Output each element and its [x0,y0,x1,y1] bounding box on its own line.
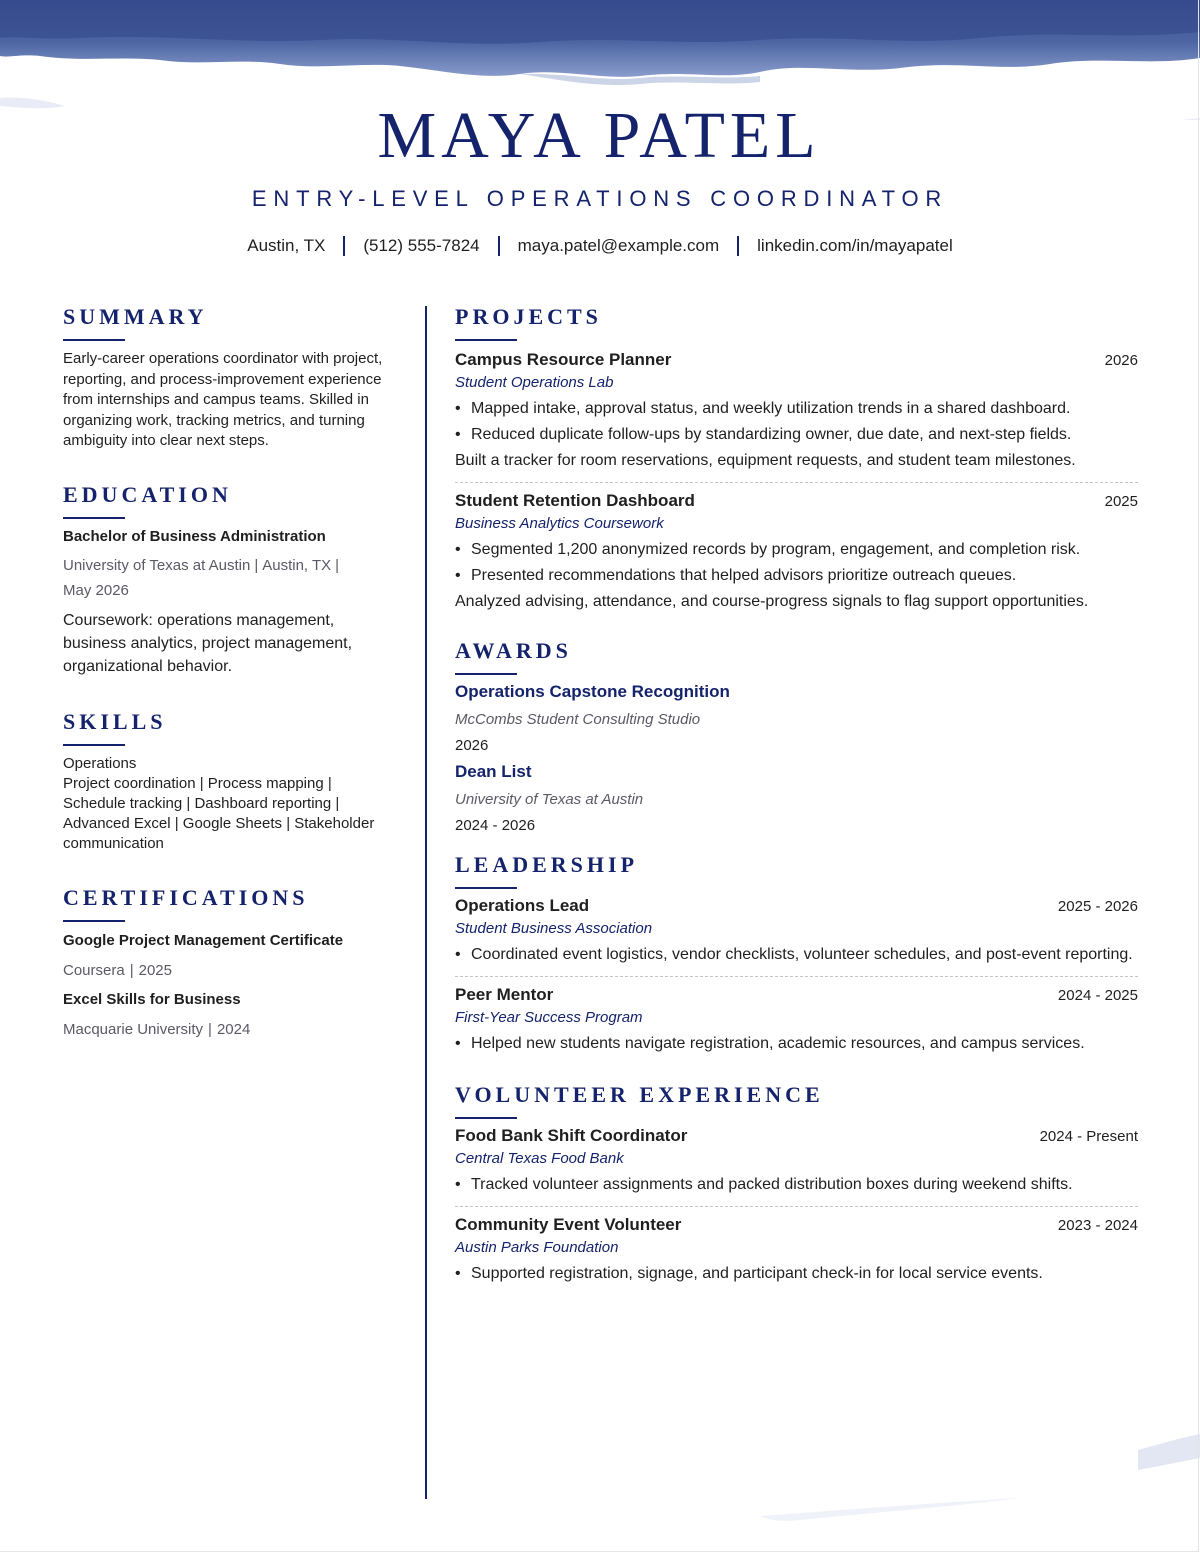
section-heading: AWARDS [455,638,572,663]
role-date: 2025 - 2026 [1057,898,1138,915]
certification-year: 2025 [138,961,172,979]
role-org: Austin Parks Foundation [455,1239,619,1256]
award-org: University of Texas at Austin [455,791,644,808]
role-title: Peer Mentor [455,985,554,1004]
certification-name: Excel Skills for Business [63,990,241,1008]
volunteer-entry [455,1125,1138,1196]
role-date: 2023 - 2024 [1057,1217,1138,1234]
entry-separator [455,1206,1138,1207]
section-heading: SKILLS [63,708,167,734]
candidate-name: MAYA PATEL [377,99,821,172]
contact-linkedin[interactable]: linkedin.com/in/mayapatel [757,236,953,255]
leadership-entry [455,984,1138,1055]
certification-year: 2024 [216,1020,251,1038]
contact-email[interactable]: maya.patel@example.com [517,236,720,255]
project-title: Campus Resource Planner [455,350,672,369]
awards-section [455,637,1138,837]
role-bullet: • Tracked volunteer assignments and packed distribution boxes during weekend shifts. [455,1174,1138,1196]
project-bullet: • Segmented 1,200 anonymized records by program, engagement, and completion risk. [455,539,1138,561]
certification-item [63,990,398,1040]
role-bullet: • Coordinated event logistics, vendor checklists, volunteer schedules, and post-event reporting. [455,944,1138,966]
section-heading: EDUCATION [63,481,232,507]
award-name: Operations Capstone Recognition [455,682,730,701]
role-org: Student Business Association [455,920,653,937]
leadership-entry [455,895,1138,966]
contact-location: Austin, TX [247,236,326,255]
award-entry [455,681,1138,757]
entry-separator [455,482,1138,483]
graduation-date: May 2026 [63,581,129,599]
award-name: Dean List [455,762,532,781]
project-date: 2025 [1104,493,1138,510]
role-title: Community Event Volunteer [455,1215,682,1234]
section-rule [63,744,125,746]
project-description: Analyzed advising, attendance, and course-progress signals to flag support opportunities. [455,593,1089,610]
section-rule [63,517,125,519]
project-entry [455,490,1138,613]
right-column [455,303,1138,1285]
project-org: Business Analytics Coursework [455,515,664,532]
section-rule [455,673,517,675]
skills-list: Project coordination | Process mapping | Schedule tracking | Dashboard reporting | Advanced Excel | Google Sheets | Stakeholder communication [63,774,375,852]
school-name: University of Texas at Austin [63,556,251,574]
skills-category: Operations [63,754,137,772]
project-bullet: • Presented recommendations that helped advisors prioritize outreach queues. [455,565,1138,587]
contact-phone: (512) 555-7824 [363,236,480,255]
section-rule [63,920,125,922]
role-bullet: • Supported registration, signage, and participant check-in for local service events. [455,1263,1138,1285]
volunteer-entry [455,1214,1138,1285]
skills-section [63,708,398,854]
project-entry [455,349,1138,472]
role-bullet: • Helped new students navigate registration, academic resources, and campus services. [455,1033,1138,1055]
section-heading: LEADERSHIP [455,852,639,877]
resume-header [0,100,1200,258]
entry-separator [455,976,1138,977]
role-title: Operations Lead [455,896,590,915]
section-heading: VOLUNTEER EXPERIENCE [455,1082,824,1107]
education-meta: University of Texas at Austin | Austin, TX | May 2026 [63,556,340,599]
project-date: 2026 [1104,352,1138,369]
project-title: Student Retention Dashboard [455,491,695,510]
role-org: First-Year Success Program [455,1009,643,1026]
project-bullet: • Mapped intake, approval status, and weekly utilization trends in a shared dashboard. [455,398,1138,420]
candidate-title: ENTRY-LEVEL OPERATIONS COORDINATOR [251,186,949,211]
column-divider [425,306,427,1499]
contact-info [0,234,1200,258]
certification-meta: Coursera | 2025 [63,961,172,979]
left-column [63,303,398,1040]
certification-meta: Macquarie University | 2024 [63,1020,251,1038]
projects-section [455,303,1138,613]
award-org: McCombs Student Consulting Studio [455,711,701,728]
section-rule [455,1117,517,1119]
coursework-text: Coursework: operations management, business analytics, project management, organizational behavior. [63,611,353,675]
role-date: 2024 - Present [1039,1128,1138,1145]
role-date: 2024 - 2025 [1057,987,1138,1004]
school-location: Austin, TX [262,556,332,574]
volunteer-section [455,1081,1138,1285]
role-org: Central Texas Food Bank [455,1150,624,1167]
education-section [63,481,398,678]
certification-name: Google Project Management Certificate [63,931,344,949]
certification-issuer: Coursera [63,961,125,979]
section-rule [455,887,517,889]
summary-section [63,303,398,452]
section-heading: PROJECTS [455,304,602,329]
project-description: Built a tracker for room reservations, equipment requests, and student team milestones. [455,452,1076,469]
summary-text: Early-career operations coordinator with project, reporting, and process-improvement experience from internships and campus teams. Skilled in organizing work, tracking metrics, and turning ambiguity into clear next steps. [63,350,383,449]
project-org: Student Operations Lab [455,374,614,391]
certification-item [63,931,398,981]
award-year: 2026 [455,737,489,754]
award-entry [455,761,1138,837]
section-rule [63,339,125,341]
leadership-section [455,851,1138,1055]
section-rule [455,339,517,341]
section-heading: SUMMARY [63,304,208,329]
award-year: 2024 - 2026 [455,817,536,834]
project-bullet: • Reduced duplicate follow-ups by standardizing owner, due date, and next-step fields. [455,424,1138,446]
role-title: Food Bank Shift Coordinator [455,1126,688,1145]
degree-name: Bachelor of Business Administration [63,527,326,545]
watercolor-footer-decoration [0,1420,1200,1553]
certification-issuer: Macquarie University [63,1020,204,1038]
certifications-section [63,884,398,1040]
section-heading: CERTIFICATIONS [63,884,309,910]
